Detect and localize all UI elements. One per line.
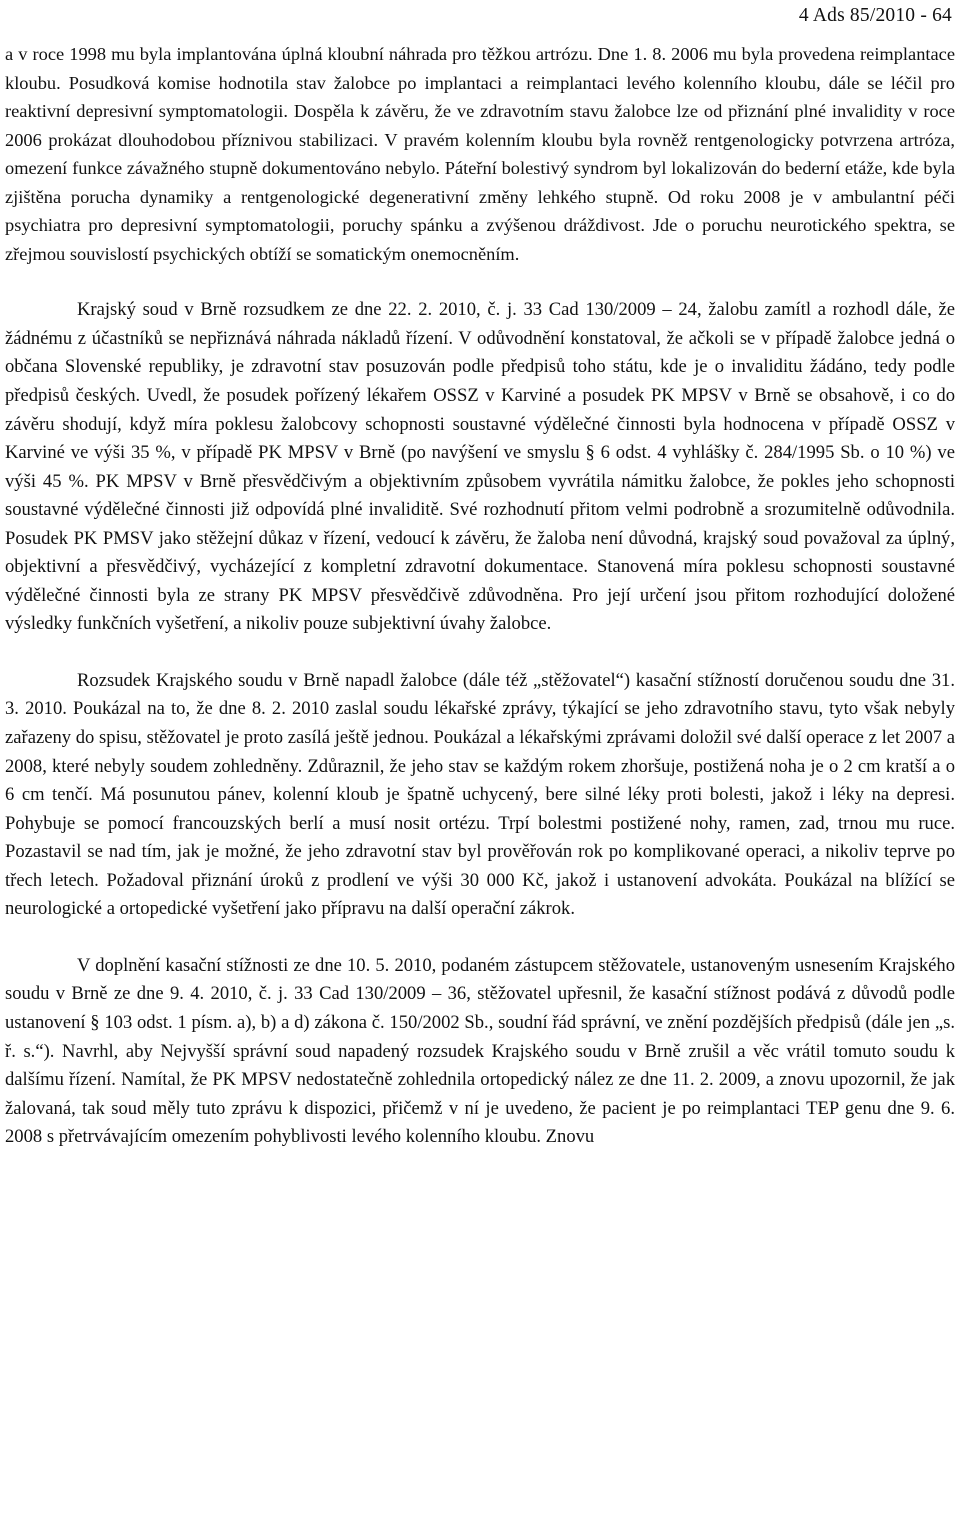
paragraph-krajsky-soud-rozsudek: Krajský soud v Brně rozsudkem ze dne 22. 2. 2010, č. j. 33 Cad 130/2009 – 24, žalobu zamítl a rozhodl dále, že žádnému z účastníků se nepřiznává náhrada nákladů řízení. V odůvodnění konstatoval, že ačkoli se v případě žalobce jedná o občana Slovenské republiky, je zdravotní stav posuzován podle předpisů toho státu, kde je o invaliditu žádáno, tedy podle předpisů českých. Uvedl, že posudek pořízený lékařem OSSZ v Karviné a posudek PK MPSV v Brně se obsahově, i co do závěru shodují, když míra poklesu žalobcovy schopnosti soustavné výdělečné činnosti byla hodnocena v případě OSSZ v Karviné ve výši 35 %, v případě PK MPSV v Brně (po navýšení ve smyslu § 6 odst. 4 vyhlášky č. 284/1995 Sb. o 10 %) ve výši 45 %. PK MPSV v Brně přesvědčivým a objektivním způsobem vyvrátila námitku žalobce, že pokles jeho schopnosti soustavné výdělečné činnosti již odpovídá plné invaliditě. Své rozhodnutí přitom velmi podrobně a srozumitelně odůvodnila. Posudek PK PMSV jako stěžejní důkaz v řízení, vedoucí k závěru, že žaloba není důvodná, krajský soud považoval za úplný, objektivní a přesvědčivý, vycházející z kompletní zdravotní dokumentace. Stanovená míra poklesu schopnosti soustavné výdělečné činnosti byla ze strany PK MPSV přesvědčivě zdůvodněna. Pro její určení jsou přitom rozhodující doložené výsledky funkčních vyšetření, a nikoliv pouze subjektivní úvahy žalobce. (5, 299, 955, 635)
paragraph-kasacni-stiznost: Rozsudek Krajského soudu v Brně napadl žalobce (dále též „stěžovatel“) kasační stížností doručenou soudu dne 31. 3. 2010. Poukázal na to, že dne 8. 2. 2010 zaslal soudu lékařské zprávy, týkající se jeho zdravotního stavu, tyto však nebyly zařazeny do spisu, stěžovatel je proto zasílá ještě jednou. Poukázal a lékařskými zprávami doložil své další operace z let 2007 a 2008, které nebyly soudem zohledněny. Zdůraznil, že jeho stav se každým rokem zhoršuje, postižená noha je o 2 cm kratší a o 6 cm tenčí. Má posunutou pánev, kolenní kloub je špatně uchycený, bere silné léky proti bolesti, jakož i léky na depresi. Pohybuje se pomocí francouzských berlí a musí nosit ortézu. Trpí bolestmi postižené nohy, ramen, zad, trnou mu ruce. Pozastavil se nad tím, jak je možné, že jeho zdravotní stav byl prověřován rok po komplikované operaci, a nikoliv teprve po třech letech. Požadoval přiznání úroků z prodlení ve výši 30 000 Kč, jakož i ustanovení advokáta. Poukázal na blížící se neurologické a ortopedické vyšetření jako přípravu na další operační zákrok. (5, 669, 955, 920)
page-header-case-number: 4 Ads 85/2010 - 64 (798, 5, 952, 26)
paragraph-posudkova-komise: a v roce 1998 mu byla implantována úplná kloubní náhrada pro těžkou artrózu. Dne 1. 8. 2006 mu byla provedena reimplantace kloubu. Posudková komise hodnotila stav žalobce po implantaci a reimplantaci levého kolenního kloubu, dále se léčil pro reaktivní depresivní symptomatologii. Dospěla k závěru, že ve zdravotním stavu žalobce lze od přiznání plné invalidity v roce 2006 prokázat dlouhodobou příznivou stabilizaci. V pravém kolenním kloubu byla rovněž rentgenologicky potvrzena artróza, omezení funkce závažného stupně dokumentováno nebylo. Páteřní bolestivý syndrom byl lokalizován do bederní etáže, kde byla zjištěna porucha dynamiky a rentgenologické degenerativní změny lehkého stupně. Od roku 2008 je v ambulantní péči psychiatra pro depresivní symptomatologii, poruchy spánku a zvýšenou dráždivost. Jde o poruchu neurotického spektra, se zřejmou souvislostí psychických obtíží se somatickým onemocněním. (5, 44, 955, 264)
paragraph-spacer (5, 268, 955, 296)
paragraph-spacer (5, 924, 955, 952)
paragraph-spacer (5, 639, 955, 667)
document-body (5, 40, 955, 1152)
paragraph-doplneni-stiznosti: V doplnění kasační stížnosti ze dne 10. 5. 2010, podaném zástupcem stěžovatele, ustanoveným usnesením Krajského soudu v Brně ze dne 9. 4. 2010, č. j. 33 Cad 130/2009 – 36, stěžovatel upřesnil, že kasační stížnost podává z důvodů podle ustanovení § 103 odst. 1 písm. a), b) a d) zákona č. 150/2002 Sb., soudní řád správní, ve znění pozdějších předpisů (dále jen „s. ř. s.“). Navrhl, aby Nejvyšší správní soud napadený rozsudek Krajského soudu v Brně zrušil a věc vrátil tomuto soudu k dalšímu řízení. Namítal, že PK MPSV nedostatečně zohlednila ortopedický nález ze dne 11. 2. 2009, a znovu upozornil, že jak žalovaná, tak soud měly tuto zprávu k dispozici, přičemž v ní je uvedeno, že pacient je po reimplantaci TEP genu dne 9. 6. 2008 s přetrvávajícím omezením pohyblivosti levého kolenního kloubu. Znovu (5, 954, 955, 1148)
